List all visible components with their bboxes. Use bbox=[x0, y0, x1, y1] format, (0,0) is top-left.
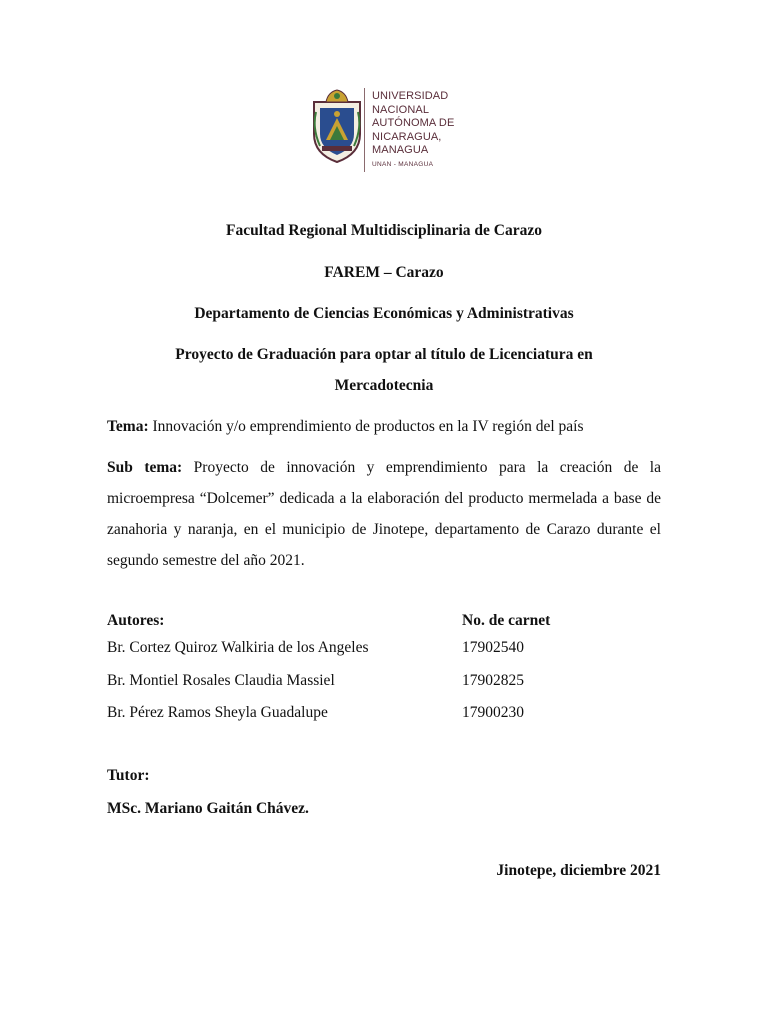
university-logo bbox=[308, 86, 478, 176]
tutor-label: Tutor: bbox=[107, 767, 150, 784]
logo-line: UNIVERSIDAD bbox=[372, 90, 449, 102]
project-title-line1: Proyecto de Graduación para optar al título de Licenciatura en bbox=[175, 346, 593, 363]
farem-title: FAREM – Carazo bbox=[324, 264, 444, 281]
author-name: Br. Cortez Quiroz Walkiria de los Angeles bbox=[107, 639, 369, 656]
subtema-paragraph bbox=[107, 452, 661, 576]
project-title-line2: Mercadotecnia bbox=[334, 377, 434, 394]
subtema-text: Proyecto de innovación y emprendimiento para la creación de la microempresa “Dolcemer” dedicada a la elaboración del producto mermelada a base de zanahoria y naranja, en el municipio de Jinotepe, departamento de Carazo durante el segundo semestre del año 2021. bbox=[107, 459, 661, 569]
logo-subtitle: UNAN - MANAGUA bbox=[372, 160, 434, 168]
carnet-header: No. de carnet bbox=[462, 612, 551, 629]
faculty-title: Facultad Regional Multidisciplinaria de Carazo bbox=[225, 222, 543, 239]
subtema-label: Sub tema: bbox=[107, 459, 183, 476]
logo-line: NICARAGUA, bbox=[372, 130, 442, 143]
author-name: Br. Pérez Ramos Sheyla Guadalupe bbox=[107, 704, 328, 721]
author-carnet: 17900230 bbox=[462, 704, 524, 721]
university-name bbox=[372, 90, 454, 168]
author-carnet: 17902825 bbox=[462, 672, 524, 689]
authors-header: Autores: bbox=[107, 612, 165, 629]
tema-label: Tema: bbox=[107, 418, 149, 435]
author-name: Br. Montiel Rosales Claudia Massiel bbox=[107, 672, 335, 689]
logo-line: AUTÓNOMA DE bbox=[372, 117, 455, 129]
department-title: Departamento de Ciencias Económicas y Administrativas bbox=[194, 305, 574, 322]
university-seal-icon bbox=[308, 88, 366, 164]
logo-line: MANAGUA bbox=[372, 144, 429, 156]
tema-paragraph bbox=[107, 411, 661, 442]
place-date: Jinotepe, diciembre 2021 bbox=[496, 862, 661, 879]
tema-text: Innovación y/o emprendimiento de productos en la IV región del país bbox=[148, 418, 584, 435]
tutor-name: MSc. Mariano Gaitán Chávez. bbox=[107, 800, 309, 817]
author-carnet: 17902540 bbox=[462, 639, 524, 656]
logo-divider bbox=[364, 88, 365, 172]
logo-line: NACIONAL bbox=[372, 103, 430, 116]
